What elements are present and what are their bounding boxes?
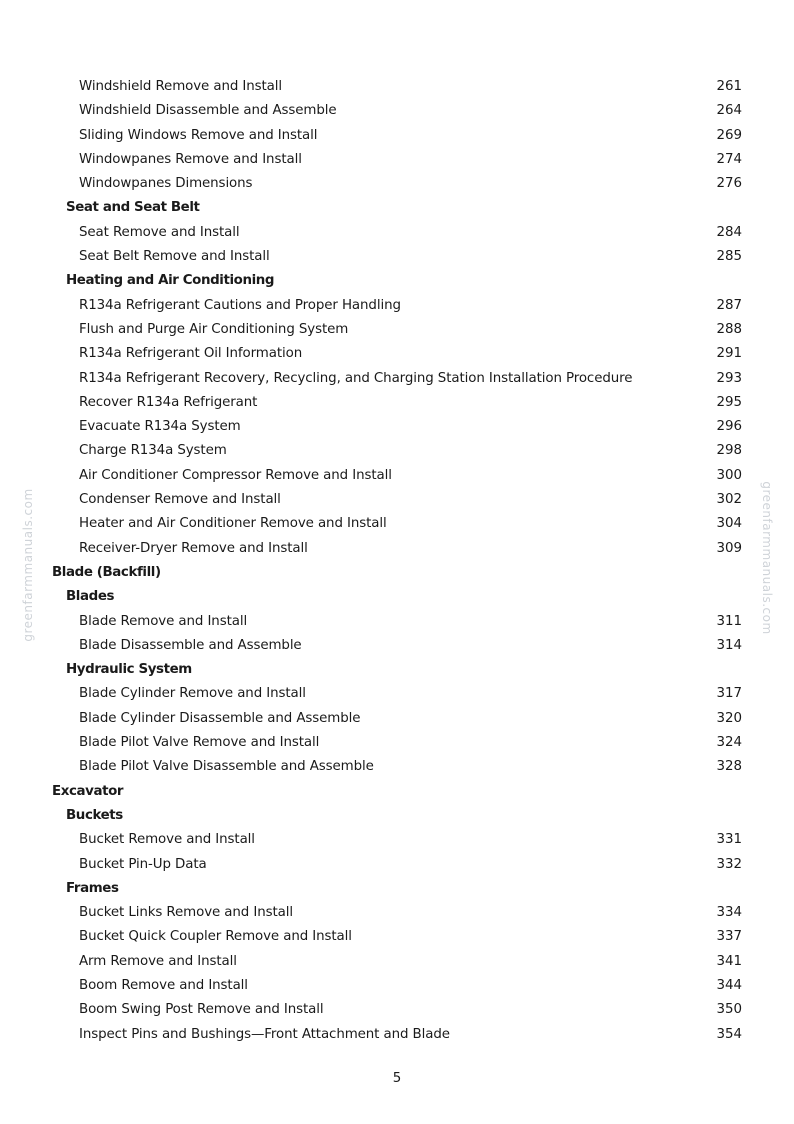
toc-entry-page: 304	[716, 516, 742, 532]
toc-entry-page: 295	[716, 394, 742, 410]
toc-entry[interactable]	[0, 634, 794, 658]
toc-entry[interactable]	[0, 853, 794, 877]
toc-entry-title: Blades	[66, 589, 115, 605]
toc-entry-title: Blade Pilot Valve Disassemble and Assemble	[79, 759, 374, 775]
toc-entry-page: 298	[716, 443, 742, 459]
toc-subsection-heading	[0, 658, 794, 682]
toc-entry-title: Sliding Windows Remove and Install	[79, 127, 318, 143]
toc-entry-page: 300	[716, 467, 742, 483]
toc-entry-page: 284	[716, 224, 742, 240]
toc-entry-title: Blade Pilot Valve Remove and Install	[79, 735, 320, 751]
toc-entry[interactable]	[0, 148, 794, 172]
toc-entry[interactable]	[0, 342, 794, 366]
toc-entry-title: Bucket Links Remove and Install	[79, 905, 293, 921]
toc-entry-title: Seat and Seat Belt	[66, 200, 200, 216]
toc-entry-title: Bucket Quick Coupler Remove and Install	[79, 929, 352, 945]
toc-entry-title: Boom Remove and Install	[79, 977, 248, 993]
toc-entry[interactable]	[0, 367, 794, 391]
toc-subsection-heading	[0, 804, 794, 828]
toc-entry-page: 274	[716, 151, 742, 167]
toc-entry-page: 354	[716, 1026, 742, 1042]
toc-entry-page: 269	[716, 127, 742, 143]
toc-entry-title: Blade Disassemble and Assemble	[79, 637, 302, 653]
toc-entry-title: R134a Refrigerant Recovery, Recycling, and Charging Station Installation Procedure	[79, 370, 633, 386]
toc-entry-page: 317	[716, 686, 742, 702]
toc-entry-title: Frames	[66, 880, 119, 896]
toc-entry-page: 314	[716, 637, 742, 653]
toc-entry[interactable]	[0, 245, 794, 269]
toc-entry[interactable]	[0, 707, 794, 731]
toc-section-heading	[0, 780, 794, 804]
toc-entry-title: Heating and Air Conditioning	[66, 273, 275, 289]
toc-entry-title: Hydraulic System	[66, 662, 192, 678]
toc-entry-title: Condenser Remove and Install	[79, 492, 281, 508]
toc-entry-page: 296	[716, 419, 742, 435]
toc-entry[interactable]	[0, 415, 794, 439]
toc-entry-title: Blade Remove and Install	[79, 613, 248, 629]
toc-entry-page: 332	[716, 856, 742, 872]
toc-entry-page: 311	[716, 613, 742, 629]
toc-entry-title: Flush and Purge Air Conditioning System	[79, 321, 349, 337]
toc-subsection-heading	[0, 585, 794, 609]
toc-entry-title: Windshield Remove and Install	[79, 79, 283, 94]
toc-entry-page: 293	[716, 370, 742, 386]
toc-entry[interactable]	[0, 172, 794, 196]
toc-entry-page: 261	[716, 79, 742, 94]
toc-entry-title: Excavator	[52, 783, 124, 799]
toc-entry-title: Windshield Disassemble and Assemble	[79, 103, 337, 119]
toc-entry[interactable]	[0, 124, 794, 148]
toc-entry[interactable]	[0, 99, 794, 123]
toc-entry-title: Blade Cylinder Remove and Install	[79, 686, 306, 702]
toc-entry[interactable]	[0, 537, 794, 561]
toc-entry[interactable]	[0, 75, 794, 99]
watermark-left: greenfarmmanuals.com	[21, 488, 35, 642]
toc-entry-page: 320	[716, 710, 742, 726]
toc-entry-title: Evacuate R134a System	[79, 419, 241, 435]
toc-entry[interactable]	[0, 731, 794, 755]
toc-entry[interactable]	[0, 318, 794, 342]
page-number: 5	[392, 1071, 402, 1086]
toc-entry[interactable]	[0, 950, 794, 974]
toc-entry[interactable]	[0, 755, 794, 779]
toc-entry-page: 285	[716, 249, 742, 265]
toc-entry-page: 291	[716, 346, 742, 362]
toc-entry-title: R134a Refrigerant Oil Information	[79, 346, 303, 362]
table-of-contents	[0, 75, 794, 1047]
toc-entry-page: 328	[716, 759, 742, 775]
toc-entry[interactable]	[0, 974, 794, 998]
toc-entry[interactable]	[0, 464, 794, 488]
toc-entry-page: 324	[716, 735, 742, 751]
toc-entry-page: 309	[716, 540, 742, 556]
toc-entry[interactable]	[0, 512, 794, 536]
toc-entry-title: Seat Remove and Install	[79, 224, 240, 240]
watermark-right: greenfarmmanuals.com	[760, 481, 774, 635]
toc-entry[interactable]	[0, 1023, 794, 1047]
toc-entry[interactable]	[0, 488, 794, 512]
toc-entry-title: Seat Belt Remove and Install	[79, 249, 270, 265]
toc-entry[interactable]	[0, 439, 794, 463]
toc-entry[interactable]	[0, 682, 794, 706]
toc-entry[interactable]	[0, 391, 794, 415]
toc-entry-title: R134a Refrigerant Cautions and Proper Handling	[79, 297, 401, 313]
toc-entry-page: 302	[716, 492, 742, 508]
toc-entry[interactable]	[0, 610, 794, 634]
toc-entry-title: Boom Swing Post Remove and Install	[79, 1002, 324, 1018]
toc-entry[interactable]	[0, 828, 794, 852]
toc-entry-title: Receiver-Dryer Remove and Install	[79, 540, 308, 556]
toc-entry-page: 350	[716, 1002, 742, 1018]
toc-entry-page: 288	[716, 321, 742, 337]
toc-entry-page: 331	[716, 832, 742, 848]
toc-entry-page: 334	[716, 905, 742, 921]
toc-subsection-heading	[0, 269, 794, 293]
toc-entry-title: Charge R134a System	[79, 443, 227, 459]
toc-entry-page: 341	[716, 953, 742, 969]
toc-section-heading	[0, 561, 794, 585]
toc-entry-title: Air Conditioner Compressor Remove and Install	[79, 467, 392, 483]
toc-entry-title: Recover R134a Refrigerant	[79, 394, 258, 410]
toc-entry-page: 287	[716, 297, 742, 313]
toc-entry[interactable]	[0, 925, 794, 949]
toc-entry[interactable]	[0, 221, 794, 245]
toc-entry[interactable]	[0, 998, 794, 1022]
toc-subsection-heading	[0, 877, 794, 901]
toc-entry-page: 337	[716, 929, 742, 945]
toc-entry-title: Blade Cylinder Disassemble and Assemble	[79, 710, 361, 726]
toc-entry-title: Windowpanes Remove and Install	[79, 151, 302, 167]
toc-entry-page: 344	[716, 977, 742, 993]
toc-entry[interactable]	[0, 294, 794, 318]
toc-entry-title: Arm Remove and Install	[79, 953, 237, 969]
toc-entry-page: 264	[716, 103, 742, 119]
toc-entry-title: Blade (Backfill)	[52, 564, 161, 580]
toc-entry-page: 276	[716, 176, 742, 192]
toc-subsection-heading	[0, 196, 794, 220]
toc-entry-title: Buckets	[66, 807, 123, 823]
toc-entry[interactable]	[0, 901, 794, 925]
toc-entry-title: Windowpanes Dimensions	[79, 176, 253, 192]
toc-entry-title: Inspect Pins and Bushings—Front Attachment and Blade	[79, 1026, 450, 1042]
toc-entry-title: Bucket Pin-Up Data	[79, 856, 207, 872]
toc-entry-title: Bucket Remove and Install	[79, 832, 255, 848]
toc-entry-title: Heater and Air Conditioner Remove and Install	[79, 516, 387, 532]
